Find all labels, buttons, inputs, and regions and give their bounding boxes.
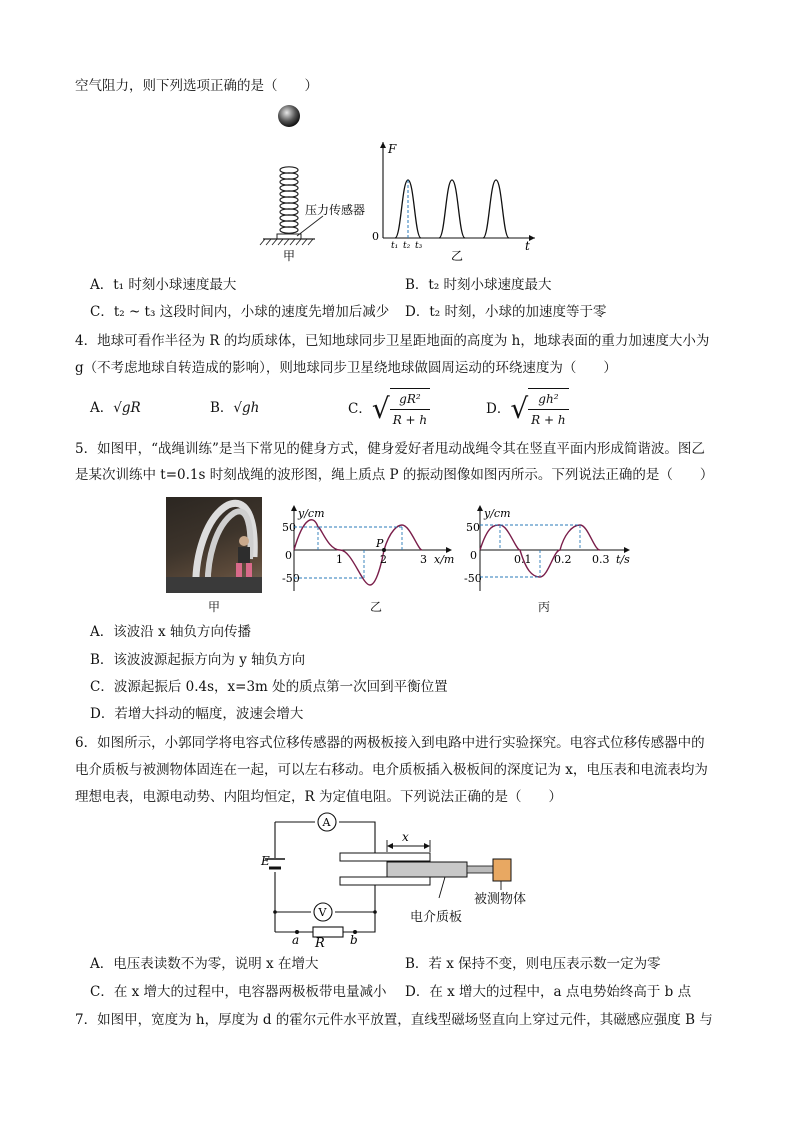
q6-option-a[interactable]: A．电压表读数不为零，说明 x 在增大: [90, 956, 319, 972]
yi-tick-2: 2: [380, 553, 387, 566]
lower-plate: [340, 877, 430, 885]
q4-option-d-label: D．: [486, 401, 511, 417]
fig5-caption-jia: 甲: [208, 600, 221, 614]
wave-graph-yi: [280, 505, 458, 595]
voltmeter-label: V: [318, 906, 327, 919]
bing-y-label: y/cm: [484, 507, 511, 520]
sensor-plate: [277, 234, 301, 239]
q6-option-b[interactable]: B．若 x 保持不变，则电压表示数一定为零: [405, 956, 661, 972]
sensor-label: 压力传感器: [305, 203, 366, 217]
photo-sketch: [166, 497, 262, 593]
emf-label: E: [261, 854, 270, 868]
fig5-caption-bing: 丙: [538, 600, 551, 614]
q5-option-a[interactable]: A．该波沿 x 轴负方向传播: [90, 624, 251, 640]
ammeter-label: A: [322, 816, 331, 829]
bing-tick-3: 0.3: [592, 553, 610, 566]
axis-y-label: F: [388, 142, 397, 156]
q3-option-d[interactable]: D．t₂ 时刻，小球的加速度等于零: [405, 304, 607, 320]
q5-option-c[interactable]: C．波源起振后 0.4s，x=3m 处的质点第一次回到平衡位置: [90, 679, 448, 695]
yi-x-label: x/m: [434, 553, 455, 566]
q4-stem-line1: 4．地球可看作半径为 R 的均质球体，已知地球同步卫星距地面的高度为 h，地球表面的重力加速度大小为: [75, 333, 710, 349]
ft-graph: [372, 142, 535, 263]
battle-rope-photo: [166, 497, 262, 593]
q4-option-b-formula: √gh: [233, 400, 260, 416]
q4-radical-c: √: [371, 392, 390, 425]
fig3-caption-right: 乙: [451, 249, 464, 263]
fig3-caption-left: 甲: [283, 249, 296, 263]
q5-stem-line2: 是某次训练中 t=0.1s 时刻战绳的波形图，绳上质点 P 的振动图像如图丙所示。下列说法正确的是（ ）: [75, 467, 714, 483]
yi-tick-3: 3: [420, 553, 427, 566]
bing-tick-1: 0.1: [514, 553, 532, 566]
q4-option-a-label: A．: [90, 400, 114, 416]
bing-x-label: t/s: [616, 553, 630, 566]
yi-pos-label: 50: [282, 521, 296, 534]
t3-label: t₃: [415, 241, 423, 251]
q5-option-d[interactable]: D．若增大抖动的幅度，波速会增大: [90, 706, 304, 722]
q4-option-c-label: C．: [348, 401, 372, 417]
q5-option-b[interactable]: B．该波波源起振方向为 y 轴负方向: [90, 652, 306, 668]
q4-option-c-den: R + h: [392, 413, 428, 427]
ball: [278, 105, 300, 127]
q6-option-d[interactable]: D．在 x 增大的过程中，a 点电势始终高于 b 点: [405, 984, 692, 1000]
dielectric-label: 电介质板: [410, 910, 463, 925]
object-label: 被测物体: [474, 892, 527, 907]
fig5-caption-yi: 乙: [370, 600, 383, 614]
yi-zero-label: 0: [285, 549, 292, 562]
q3-stem-tail: 空气阻力，则下列选项正确的是（ ）: [75, 78, 318, 94]
bing-pos-label: 50: [466, 521, 480, 534]
q4-option-b-label: B．: [210, 400, 234, 416]
connecting-rod: [467, 866, 493, 873]
resistor-label: R: [315, 936, 325, 950]
q4-option-c[interactable]: [348, 388, 430, 430]
q6-stem-line3: 理想电表，电源电动势、内阻均恒定，R 为定值电阻。下列说法正确的是（ ）: [75, 789, 562, 805]
dielectric-slab: [387, 862, 467, 877]
point-b-label: b: [350, 933, 358, 947]
q6-option-c[interactable]: C．在 x 增大的过程中，电容器两极板带电量减小: [90, 984, 387, 1000]
q3-option-c[interactable]: C．t₂ ~ t₃ 这段时间内，小球的速度先增加后减少: [90, 304, 390, 320]
yi-p-label: P: [376, 537, 384, 550]
spring: [280, 167, 298, 233]
point-a-label: a: [292, 933, 300, 947]
q6-stem-line1: 6．如图所示，小郭同学将电容式位移传感器的两极板接入到电路中进行实验探究。电容式位移传感器中的: [75, 735, 705, 751]
q4-option-a-formula: √gR: [113, 400, 141, 416]
q6-stem-line2: 电介质板与被测物体固连在一起，可以左右移动。电介质板插入极板间的深度记为 x，电压表和电流表均为: [75, 762, 708, 778]
yi-neg-label: -50: [282, 572, 300, 585]
t1-label: t₁: [391, 241, 399, 251]
x-depth-label: x: [402, 830, 409, 844]
q6-circuit: [255, 810, 545, 950]
q3-option-a[interactable]: A．t₁ 时刻小球速度最大: [90, 277, 237, 293]
yi-tick-1: 1: [336, 553, 343, 566]
bing-zero-label: 0: [470, 549, 477, 562]
upper-plate: [340, 853, 430, 861]
bing-neg-label: -50: [464, 572, 482, 585]
q4-stem-line2: g（不考虑地球自转造成的影响），则地球同步卫星绕地球做圆周运动的环绕速度为（ ）: [75, 360, 617, 376]
q3-option-b[interactable]: B．t₂ 时刻小球速度最大: [405, 277, 552, 293]
yi-y-label: y/cm: [298, 507, 325, 520]
q4-option-d-num: gh²: [528, 389, 568, 410]
q4-option-c-num: gR²: [390, 389, 430, 410]
measured-object: [493, 859, 511, 881]
q7-stem-line1: 7．如图甲，宽度为 h，厚度为 d 的霍尔元件水平放置，直线型磁场竖直向上穿过元件，其磁感应强度 B 与: [75, 1012, 713, 1028]
vibration-graph-bing: [460, 505, 638, 595]
ground-hatch: [260, 239, 313, 245]
bing-tick-2: 0.2: [554, 553, 572, 566]
q4-option-d-den: R + h: [531, 413, 566, 427]
q4-option-d[interactable]: [486, 388, 569, 430]
q4-radical-d: √: [510, 392, 529, 425]
q5-stem-line1: 5．如图甲，“战绳训练”是当下常见的健身方式，健身爱好者甩动战绳令其在竖直平面内形成简谐波。图乙: [75, 441, 705, 457]
q3-figure: [255, 100, 545, 265]
q4-option-a[interactable]: [90, 398, 141, 418]
t2-label: t₂: [403, 241, 411, 251]
axis-x-label: t: [525, 239, 530, 253]
q4-option-b[interactable]: [210, 398, 259, 418]
origin-label: 0: [372, 230, 379, 243]
